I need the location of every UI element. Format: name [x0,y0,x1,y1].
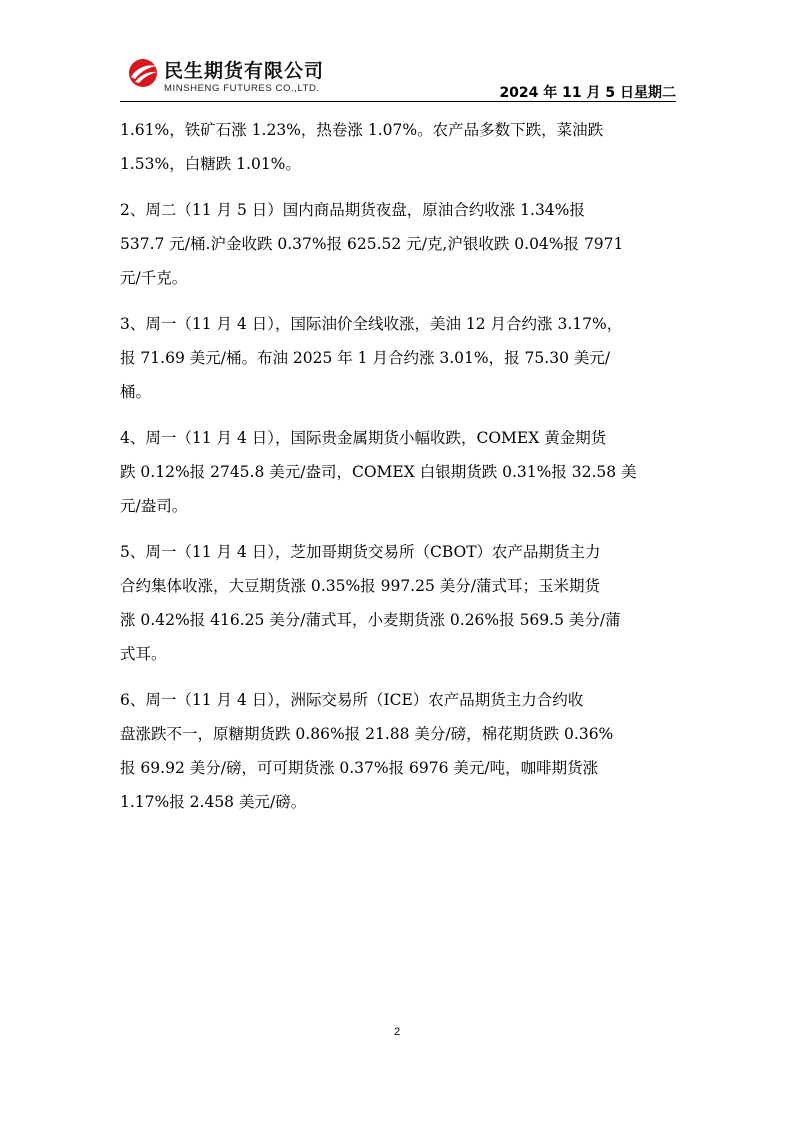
minsheng-logo-icon [126,58,160,88]
logo-chinese-name: 民生期货有限公司 [164,60,325,82]
paragraph-line: 5、周一（11 月 4 日），芝加哥期货交易所（CBOT）农产品期货主力 [120,543,601,561]
paragraph-line: 537.7 元/桶.沪金收跌 0.37%报 625.52 元/克,沪银收跌 0.04%报 7971 [120,235,624,253]
page-header [120,54,676,102]
paragraph-line: 盘涨跌不一，原糖期货跌 0.86%报 21.88 美分/磅，棉花期货跌 0.36% [120,725,614,743]
paragraph-line: 合约集体收涨，大豆期货涨 0.35%报 997.25 美分/蒲式耳；玉米期货 [120,577,600,595]
paragraph-line: 报 71.69 美元/桶。布油 2025 年 1 月合约涨 3.01%，报 75.30 美元/ [120,349,611,367]
paragraph-line: 式耳。 [120,645,167,663]
paragraph-line: 2、周二（11 月 5 日）国内商品期货夜盘，原油合约收涨 1.34%报 [120,201,585,219]
company-logo [120,54,360,100]
paragraph-line: 6、周一（11 月 4 日），洲际交易所（ICE）农产品期货主力合约收 [120,691,584,709]
paragraph-line: 元/盎司。 [120,497,188,515]
paragraph-line: 4、周一（11 月 4 日），国际贵金属期货小幅收跌，COMEX 黄金期货 [120,429,607,447]
paragraph-line: 1.53%，白糖跌 1.01%。 [120,155,301,173]
paragraph-3 [120,307,692,409]
paragraph-5 [120,535,692,671]
paragraph-line: 1.61%，铁矿石涨 1.23%，热卷涨 1.07%。农产品多数下跌，菜油跌 [120,121,604,139]
logo-english-name: MINSHENG FUTURES CO.,LTD. [164,83,320,94]
paragraph-2 [120,193,692,295]
document-body [120,113,692,831]
page-number: 2 [393,1026,401,1038]
header-divider [120,101,676,102]
paragraph-line: 元/千克。 [120,269,188,287]
paragraph-line: 桶。 [120,383,152,401]
paragraph-line: 1.17%报 2.458 美元/磅。 [120,793,307,811]
paragraph-1 [120,113,692,181]
paragraph-line: 3、周一（11 月 4 日），国际油价全线收涨，美油 12 月合约涨 3.17%， [120,315,623,333]
paragraph-6 [120,683,692,819]
paragraph-4 [120,421,692,523]
paragraph-line: 报 69.92 美分/磅，可可期货涨 0.37%报 6976 美元/吨，咖啡期货涨 [120,759,599,777]
header-date: 2024 年 11 月 5 日星期二 [499,85,676,101]
paragraph-line: 跌 0.12%报 2745.8 美元/盎司，COMEX 白银期货跌 0.31%报 32.58 美 [120,463,637,481]
paragraph-line: 涨 0.42%报 416.25 美分/蒲式耳，小麦期货涨 0.26%报 569.5 美分/蒲 [120,611,621,629]
